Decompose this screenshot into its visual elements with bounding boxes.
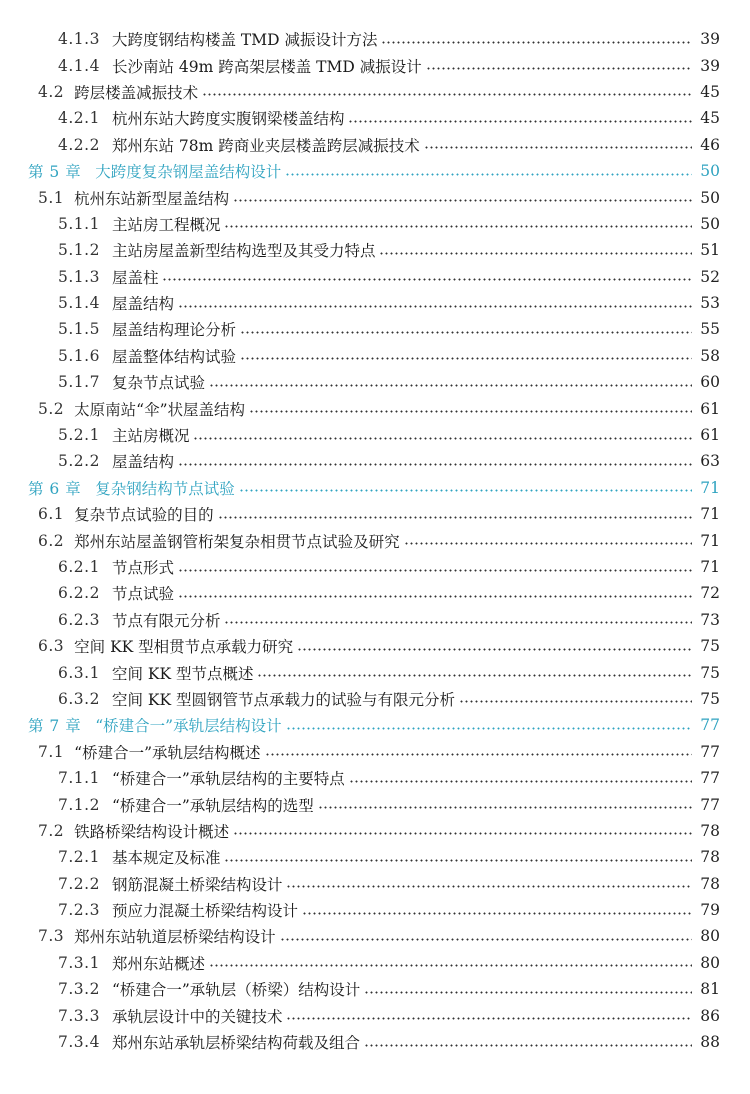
toc-entry-number: 4.2 — [38, 82, 65, 101]
toc-entry-number: 6.2 — [38, 531, 65, 550]
toc-entry-number: 5.1.1 — [58, 214, 100, 233]
toc-entry-page-number: 80 — [700, 953, 720, 972]
toc-entry-number: 5.1.3 — [58, 267, 100, 286]
toc-entry-number: 7.2.1 — [58, 848, 100, 867]
toc-entry-title: 郑州东站 78m 跨商业夹层楼盖跨层减振技术 — [111, 136, 420, 155]
toc-entry-title: 杭州东站新型屋盖结构 — [74, 189, 230, 208]
toc-entry-page-number: 51 — [700, 241, 720, 260]
toc-entry-page-number: 46 — [700, 135, 720, 154]
toc-entry-number: 6.2.1 — [58, 558, 100, 576]
dot-leader — [265, 753, 692, 756]
toc-subsection-entry[interactable] — [0, 871, 750, 897]
dot-leader — [224, 225, 692, 228]
toc-entry-page-number: 75 — [700, 637, 720, 656]
toc-entry-title: 主站房概况 — [111, 427, 190, 446]
toc-subsection-entry[interactable] — [0, 369, 750, 395]
toc-entry-number: 6.3 — [38, 637, 65, 656]
toc-section-entry[interactable] — [0, 395, 750, 421]
toc-entry-page-number: 77 — [700, 769, 720, 788]
toc-entry-title: 大跨度钢结构楼盖 TMD 减振设计方法 — [111, 31, 378, 50]
toc-entry-page-number: 45 — [700, 109, 720, 128]
toc-entry-number: 5.1.5 — [58, 320, 100, 339]
dot-leader — [257, 674, 692, 677]
toc-chapter-entry[interactable] — [0, 712, 750, 738]
toc-subsection-entry[interactable] — [0, 897, 750, 923]
toc-section-entry[interactable] — [0, 739, 750, 765]
dot-leader — [285, 173, 692, 176]
toc-entry-page-number: 71 — [700, 505, 720, 524]
toc-entry-title: 屋盖整体结构试验 — [111, 347, 236, 366]
toc-chapter-entry[interactable] — [0, 475, 750, 501]
toc-entry-title: 节点形式 — [111, 559, 174, 577]
toc-entry-number: 6.2.3 — [58, 610, 100, 629]
toc-entry-title: “桥建合一”承轨层（桥梁）结构设计 — [111, 981, 361, 1000]
toc-entry-number: 6.3.1 — [58, 663, 100, 682]
toc-subsection-entry[interactable] — [0, 844, 750, 870]
dot-leader — [240, 357, 692, 360]
toc-entry-title: 太原南站“伞”状屋盖结构 — [74, 400, 246, 419]
dot-leader — [202, 93, 692, 96]
toc-subsection-entry[interactable] — [0, 343, 750, 369]
toc-entry-number: 7.3.1 — [58, 953, 100, 972]
toc-section-entry[interactable] — [0, 184, 750, 210]
toc-entry-title: 复杂节点试验的目的 — [74, 506, 214, 525]
toc-entry-number: 7.2.3 — [58, 901, 100, 920]
toc-section-entry[interactable] — [0, 633, 750, 659]
toc-entry-number: 5.1.2 — [58, 241, 100, 260]
toc-entry-page-number: 88 — [700, 1033, 720, 1052]
toc-subsection-entry[interactable] — [0, 316, 750, 342]
dot-leader — [233, 832, 692, 835]
dot-leader — [318, 806, 692, 809]
toc-entry-page-number: 61 — [700, 426, 720, 445]
toc-entry-page-number: 53 — [700, 294, 720, 313]
toc-entry-page-number: 79 — [700, 901, 720, 920]
toc-subsection-entry[interactable] — [0, 290, 750, 316]
dot-leader — [209, 384, 692, 387]
toc-entry-page-number: 39 — [700, 56, 720, 75]
toc-subsection-entry[interactable] — [0, 264, 750, 290]
toc-subsection-entry[interactable] — [0, 1002, 750, 1028]
toc-subsection-entry[interactable] — [0, 659, 750, 685]
toc-entry-number: 5.2.2 — [58, 452, 100, 471]
toc-entry-title: 主站房工程概况 — [111, 215, 221, 234]
toc-entry-title: “桥建合一”承轨层结构的选型 — [111, 796, 314, 815]
dot-leader — [286, 727, 692, 730]
toc-entry-page-number: 78 — [700, 874, 720, 893]
toc-entry-number: 6.2.2 — [58, 584, 100, 603]
dot-leader — [240, 331, 692, 334]
toc-entry-title: 空间 KK 型节点概述 — [111, 664, 254, 683]
toc-entry-title: 节点有限元分析 — [111, 611, 221, 630]
dot-leader — [280, 938, 692, 941]
toc-entry-number: 4.2.2 — [58, 135, 100, 154]
toc-entry-page-number: 75 — [700, 663, 720, 682]
dot-leader — [178, 569, 692, 572]
dot-leader — [379, 252, 692, 255]
toc-subsection-entry[interactable] — [0, 26, 750, 52]
toc-subsection-entry[interactable] — [0, 950, 750, 976]
toc-entry-number: 7.1.1 — [58, 769, 100, 788]
toc-entry-page-number: 71 — [700, 558, 720, 576]
dot-leader — [426, 67, 692, 70]
toc-entry-title: 郑州东站屋盖钢管桁架复杂相贯节点试验及研究 — [74, 532, 400, 551]
toc-entry-title: 屋盖结构 — [111, 453, 174, 472]
toc-entry-page-number: 39 — [700, 30, 720, 49]
toc-entry-page-number: 86 — [700, 1006, 720, 1025]
toc-entry-number: 5.1 — [38, 188, 65, 207]
toc-entry-page-number: 80 — [700, 927, 720, 946]
dot-leader — [381, 41, 692, 44]
dot-leader — [349, 780, 692, 783]
toc-subsection-entry[interactable] — [0, 1029, 750, 1055]
dot-leader — [224, 859, 692, 862]
toc-entry-page-number: 71 — [700, 531, 720, 550]
toc-entry-page-number: 63 — [700, 452, 720, 471]
toc-subsection-entry[interactable] — [0, 105, 750, 131]
toc-entry-page-number: 77 — [700, 742, 720, 761]
toc-entry-title: “桥建合一”承轨层结构设计 — [95, 717, 282, 736]
dot-leader — [209, 964, 692, 967]
toc-entry-title: “桥建合一”承轨层结构概述 — [74, 743, 261, 762]
toc-entry-number: 第 7 章 — [28, 717, 82, 736]
toc-entry-number: 7.3.4 — [58, 1033, 100, 1052]
dot-leader — [424, 146, 692, 149]
toc-entry-title: 钢筋混凝土桥梁结构设计 — [111, 875, 283, 894]
toc-entry-number: 7.1.2 — [58, 795, 100, 814]
dot-leader — [364, 991, 692, 994]
dot-leader — [193, 437, 692, 440]
toc-subsection-entry[interactable] — [0, 607, 750, 633]
toc-entry-page-number: 50 — [700, 162, 720, 181]
toc-entry-page-number: 52 — [700, 267, 720, 286]
toc-subsection-entry[interactable] — [0, 686, 750, 712]
toc-entry-title: 郑州东站轨道层桥梁结构设计 — [74, 928, 276, 947]
dot-leader — [459, 700, 692, 703]
dot-leader — [364, 1044, 692, 1047]
toc-entry-page-number: 77 — [700, 716, 720, 735]
toc-subsection-entry[interactable] — [0, 580, 750, 606]
toc-entry-title: 复杂节点试验 — [111, 374, 205, 393]
toc-entry-number: 第 5 章 — [28, 163, 82, 182]
toc-entry-number: 7.3.2 — [58, 980, 100, 999]
toc-entry-title: 郑州东站承轨层桥梁结构荷载及组合 — [111, 1034, 360, 1053]
toc-subsection-entry[interactable] — [0, 448, 750, 474]
toc-section-entry[interactable] — [0, 79, 750, 105]
toc-entry-number: 5.1.6 — [58, 346, 100, 365]
toc-entry-page-number: 58 — [700, 346, 720, 365]
toc-entry-page-number: 75 — [700, 689, 720, 708]
toc-subsection-entry[interactable] — [0, 791, 750, 817]
toc-section-entry[interactable] — [0, 818, 750, 844]
toc-chapter-entry[interactable] — [0, 158, 750, 184]
dot-leader — [218, 516, 692, 519]
toc-entry-page-number: 55 — [700, 320, 720, 339]
toc-entry-title: 长沙南站 49m 跨高架层楼盖 TMD 减振设计 — [111, 57, 422, 76]
toc-subsection-entry[interactable] — [0, 211, 750, 237]
dot-leader — [162, 278, 692, 281]
toc-entry-title: 郑州东站概述 — [111, 954, 205, 973]
toc-entry-number: 6.3.2 — [58, 689, 100, 708]
toc-entry-title: 大跨度复杂钢屋盖结构设计 — [95, 163, 282, 182]
toc-entry-number: 5.2 — [38, 399, 65, 418]
toc-entry-title: 节点试验 — [111, 585, 174, 604]
toc-entry-title: 基本规定及标准 — [111, 849, 221, 868]
toc-entry-page-number: 77 — [700, 795, 720, 814]
toc-entry-number: 7.3.3 — [58, 1006, 100, 1025]
toc-entry-title: 主站房屋盖新型结构选型及其受力特点 — [111, 242, 376, 261]
dot-leader — [348, 120, 692, 123]
dot-leader — [297, 648, 692, 651]
toc-entry-number: 7.2 — [38, 821, 65, 840]
toc-entry-number: 第 6 章 — [28, 479, 82, 498]
toc-entry-number: 4.1.3 — [58, 30, 100, 49]
toc-entry-title: 空间 KK 型圆钢管节点承载力的试验与有限元分析 — [111, 690, 455, 709]
toc-subsection-entry[interactable] — [0, 422, 750, 448]
toc-entry-title: “桥建合一”承轨层结构的主要特点 — [111, 770, 345, 789]
toc-entry-number: 6.1 — [38, 505, 65, 524]
toc-entry-page-number: 78 — [700, 848, 720, 867]
toc-subsection-entry[interactable] — [0, 52, 750, 78]
toc-entry-number: 5.2.1 — [58, 426, 100, 445]
dot-leader — [178, 595, 692, 598]
toc-entry-page-number: 50 — [700, 188, 720, 207]
toc-section-entry[interactable] — [0, 923, 750, 949]
dot-leader — [233, 199, 692, 202]
dot-leader — [178, 305, 692, 308]
toc-entry-number: 4.2.1 — [58, 109, 100, 128]
toc-entry-number: 7.2.2 — [58, 874, 100, 893]
toc-entry-title: 预应力混凝土桥梁结构设计 — [111, 902, 298, 921]
toc-entry-title: 屋盖结构理论分析 — [111, 321, 236, 340]
toc-entry-title: 屋盖结构 — [111, 295, 174, 314]
toc-entry-title: 承轨层设计中的关键技术 — [111, 1007, 283, 1026]
toc-entry-title: 屋盖柱 — [111, 268, 159, 287]
dot-leader — [239, 489, 692, 492]
toc-entry-number: 5.1.4 — [58, 294, 100, 313]
toc-entry-number: 5.1.7 — [58, 373, 100, 392]
toc-entry-page-number: 72 — [700, 584, 720, 603]
toc-entry-number: 7.3 — [38, 927, 65, 946]
toc-entry-page-number: 60 — [700, 373, 720, 392]
toc-section-entry[interactable] — [0, 501, 750, 527]
toc-entry-title: 杭州东站大跨度实腹钢梁楼盖结构 — [111, 110, 345, 129]
toc-subsection-entry[interactable] — [0, 132, 750, 158]
toc-entry-title: 复杂钢结构节点试验 — [95, 479, 235, 498]
toc-entry-page-number: 45 — [700, 82, 720, 101]
toc-entry-page-number: 81 — [700, 980, 720, 999]
dot-leader — [302, 912, 692, 915]
toc-entry-page-number: 78 — [700, 821, 720, 840]
toc-entry-title: 空间 KK 型相贯节点承载力研究 — [74, 638, 294, 657]
toc-entry-page-number: 73 — [700, 610, 720, 629]
dot-leader — [249, 410, 692, 413]
dot-leader — [404, 542, 692, 545]
toc-section-entry[interactable] — [0, 527, 750, 553]
toc-entry-title: 跨层楼盖减振技术 — [74, 83, 199, 102]
toc-subsection-entry[interactable] — [0, 765, 750, 791]
dot-leader — [224, 621, 692, 624]
toc-entry-page-number: 50 — [700, 214, 720, 233]
toc-entry-number: 4.1.4 — [58, 56, 100, 75]
dot-leader — [286, 885, 692, 888]
dot-leader — [178, 463, 692, 466]
toc-entry-number: 7.1 — [38, 742, 65, 761]
toc-entry-page-number: 61 — [700, 399, 720, 418]
dot-leader — [286, 1017, 692, 1020]
toc-entry-title: 铁路桥梁结构设计概述 — [74, 822, 230, 841]
toc-subsection-entry[interactable] — [0, 554, 750, 580]
toc-subsection-entry[interactable] — [0, 237, 750, 263]
toc-entry-page-number: 71 — [700, 478, 720, 497]
toc-subsection-entry[interactable] — [0, 976, 750, 1002]
